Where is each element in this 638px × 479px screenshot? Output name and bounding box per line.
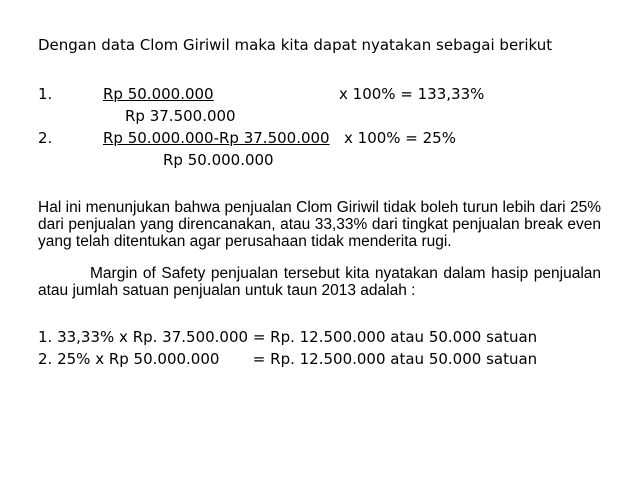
formula-1-numerator: Rp 50.000.000: [103, 85, 214, 103]
explanation-paragraph: [38, 199, 601, 250]
paragraph-line: Margin of Safety penjualan tersebut kita nyatakan dalam hasip: [90, 265, 529, 282]
paragraph-line: 25% dari penjualan yang direncanakan, atau 33,33% dari tingkat penjualan: [38, 199, 602, 233]
formula-2-result: x 100% = 25%: [344, 129, 456, 147]
formula-1-denominator: Rp 37.500.000: [125, 107, 236, 125]
formula-2-numerator: Rp 50.000.000-Rp 37.500.000: [103, 129, 330, 147]
paragraph-line: break even yang telah ditentukan agar perusahaan tidak menderita rugi.: [38, 216, 601, 250]
formula-2-number: 2.: [38, 129, 53, 147]
result-line-1: 1. 33,33% x Rp. 37.500.000 = Rp. 12.500.000 atau 50.000 satuan: [38, 328, 538, 346]
formula-2-denominator: Rp 50.000.000: [163, 151, 274, 169]
result-line-2: 2. 25% x Rp 50.000.000 = Rp. 12.500.000 atau 50.000 satuan: [38, 350, 538, 368]
formula-1-number: 1.: [38, 85, 53, 103]
paragraph-line: penjualan atau jumlah satuan penjualan untuk taun 2013 adalah :: [38, 265, 602, 299]
intro-text: Dengan data Clom Giriwil maka kita dapat nyatakan sebagai berikut: [38, 36, 553, 54]
margin-of-safety-paragraph: [38, 265, 601, 299]
formula-1-result: x 100% = 133,33%: [339, 85, 485, 103]
paragraph-line: Hal ini menunjukan bahwa penjualan Clom Giriwil tidak boleh turun lebih dari: [38, 199, 566, 216]
